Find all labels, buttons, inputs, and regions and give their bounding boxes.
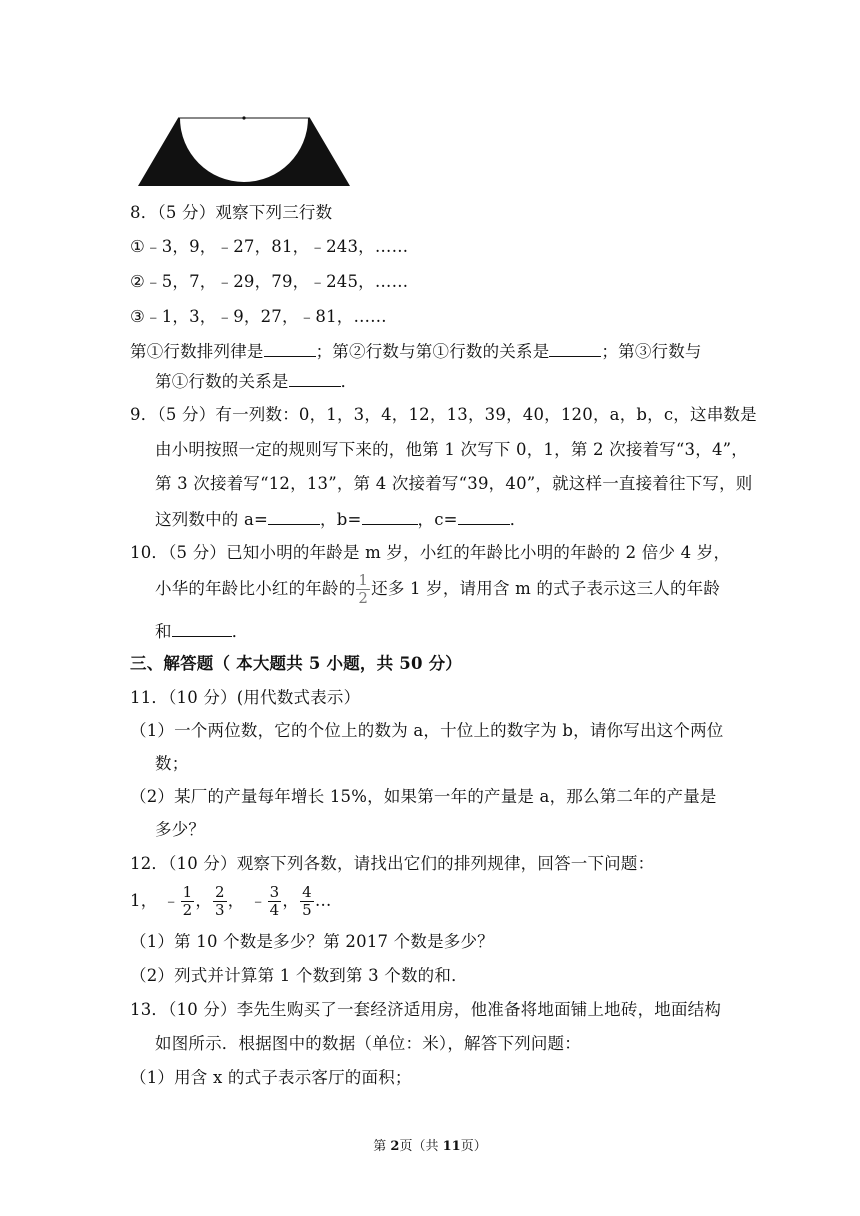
q8-ask-a: 第①行数排列律是 [130, 342, 264, 361]
q8-ask-end: ． [340, 372, 358, 391]
q10-line2-a: 小华的年龄比小红的年龄的 [155, 579, 356, 598]
fraction-numerator: 1 [358, 571, 369, 589]
q8-row1: ①﹣3，9，﹣27，81，﹣243，…… [130, 237, 409, 256]
q11-part1-line1: （1）一个两位数，它的个位上的数为 a，十位上的数字为 b，请你写出这个两位 [130, 721, 724, 740]
q9-end: ． [509, 510, 527, 529]
footer-suffix: 页） [460, 1139, 487, 1154]
page-footer [0, 1138, 860, 1156]
q9-line3: 第 3 次接着写“12，13”，第 4 次接着写“39，40”，就这样一直接着往下写，则 [155, 474, 753, 493]
answer-blank [458, 507, 510, 525]
q10-line2 [155, 572, 720, 607]
q12-part2: （2）列式并计算第 1 个数到第 3 个数的和． [130, 966, 468, 985]
fraction-denominator: 4 [269, 901, 280, 919]
q9-line1: 9．（5 分）有一列数：0，1，3，4，12，13，39，40，120，a，b，c，这串数是 [130, 405, 757, 424]
q11-part2-line1: （2）某厂的产量每年增长 15%，如果第一年的产量是 a，那么第二年的产量是 [130, 787, 717, 806]
answer-blank [549, 339, 601, 357]
seq-minus: ﹣ [249, 891, 267, 910]
fraction-numerator: 3 [269, 883, 280, 901]
q10-line1: 10．（5 分）已知小明的年龄是 m 岁，小红的年龄比小明的年龄的 2 倍少 4 岁， [130, 543, 731, 562]
answer-blank [264, 339, 316, 357]
fraction [181, 884, 195, 919]
q8-ask-b: ；第②行数与第①行数的关系是 [315, 342, 550, 361]
q11-stem: 11．（10 分）(用代数式表示） [130, 688, 361, 707]
q9-line2: 由小明按照一定的规则写下来的，他第 1 次写下 0，1，第 2 次接着写“3，4”， [155, 440, 748, 459]
answer-blank [362, 507, 418, 525]
q10-line3-a: 和 [155, 622, 172, 641]
q13-line2: 如图所示．根据图中的数据（单位：米），解答下列问题： [155, 1034, 581, 1053]
fraction-denominator: 2 [358, 589, 369, 607]
fraction [213, 884, 227, 919]
q8-question-line2 [155, 369, 357, 394]
answer-blank [172, 619, 232, 637]
trapezoid-semicircle-figure [134, 112, 354, 192]
fraction-denominator: 5 [302, 901, 312, 919]
fraction-numerator: 4 [302, 883, 312, 901]
seq-start: 1， [130, 891, 158, 910]
seq-sep: ， [227, 891, 245, 910]
q8-ask-d: 第①行数的关系是 [155, 372, 289, 391]
q8-stem: 8．（5 分）观察下列三行数 [130, 203, 333, 222]
q12-part1: （1）第 10 个数是多少？第 2017 个数是多少？ [130, 932, 494, 951]
q10-line3 [155, 619, 248, 644]
q13-line1: 13．（10 分）李先生购买了一套经济适用房，他准备将地面铺上地砖，地面结构 [130, 1000, 722, 1019]
seq-sep: ， [282, 891, 300, 910]
q9-line4 [155, 507, 526, 532]
fraction [300, 884, 314, 919]
fraction-numerator: 1 [182, 883, 193, 901]
fraction-denominator: 3 [215, 901, 225, 919]
answer-blank [268, 507, 320, 525]
total-pages: 11 [442, 1139, 461, 1154]
q11-part2-line2: 多少？ [155, 820, 206, 839]
section3-title: 三、解答题（ 本大题共 5 小题，共 50 分） [130, 654, 462, 673]
q9-a-label: 这列数中的 a= [155, 510, 269, 529]
q13-part1: （1）用含 x 的式子表示客厅的面积； [130, 1068, 412, 1087]
q10-line3-end: ． [231, 622, 249, 641]
q9-b-label: ，b= [320, 510, 362, 529]
footer-mid: 页（共 [399, 1139, 443, 1154]
q8-question-line1 [130, 339, 702, 364]
page-number: 2 [390, 1139, 400, 1154]
q8-row2: ②﹣5，7，﹣29，79，﹣245，…… [130, 272, 409, 291]
q12-stem: 12．（10 分）观察下列各数，请找出它们的排列规律，回答一下问题： [130, 854, 655, 873]
answer-blank [289, 369, 341, 387]
q8-row3: ③﹣1，3，﹣9，27，﹣81，…… [130, 307, 387, 326]
fraction [268, 884, 282, 919]
fraction-one-half [356, 572, 370, 607]
footer-prefix: 第 [373, 1139, 391, 1154]
q8-ask-c: ；第③行数与 [601, 342, 702, 361]
seq-end: … [314, 891, 332, 910]
q9-c-label: ，c= [417, 510, 458, 529]
seq-sep: ， [195, 891, 213, 910]
q10-line2-b: 还多 1 岁，请用含 m 的式子表示这三人的年龄 [371, 579, 721, 598]
seq-minus: ﹣ [162, 891, 180, 910]
fraction-numerator: 2 [215, 883, 225, 901]
q12-sequence [130, 884, 332, 919]
fraction-denominator: 2 [182, 901, 193, 919]
q11-part1-line2: 数； [155, 754, 189, 773]
